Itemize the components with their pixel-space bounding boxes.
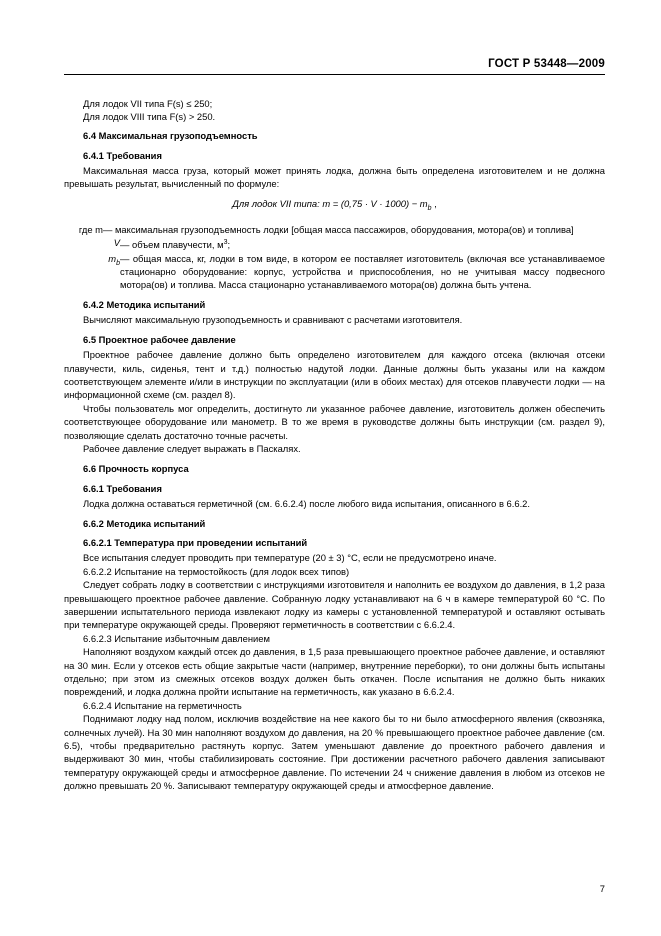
section-heading-6-4: 6.4 Максимальная грузоподъемность	[83, 129, 258, 141]
paragraph-6-6-2-4: Поднимают лодку над полом, исключив воздействие на нее какого бы то ни было атмосферного явления (сквозняка, солнечных лучей). На 30 мин наполняют воздухом до давления, на 20 % превышающего проектное рабочее давление (см. 6.5), чтобы предварительно растянуть корпус. Затем уменьшают давление до проектного рабочего давления и выдерживают 30 мин, чтобы стабилизировать состояние. При достижении расчетного рабочего давления записывают температуру окружающей среды и атмосферное давление. По истечении 24 ч снижение давления в любом из отсеков не должно превышать 20 %. Записывают температуру окружающей среды и атмосферное давление.	[64, 713, 605, 792]
definition-row-m	[64, 223, 605, 236]
definition-row-v	[64, 236, 605, 252]
section-heading-6-6-2-1: 6.6.2.1 Температура при проведении испытаний	[83, 537, 308, 549]
section-heading-6-5: 6.5 Проектное рабочее давление	[83, 334, 236, 346]
section-heading-6-6: 6.6 Прочность корпуса	[83, 462, 189, 474]
section-heading-6-6-2: 6.6.2 Методика испытаний	[83, 517, 206, 529]
definition-row-mb	[64, 252, 605, 292]
definition-desc-mb: — общая масса, кг, лодки в том виде, в котором ее поставляет изготовитель (включая все устанавливаемое стационарно оборудование: корпус, устройства и приспособления, но не учитывая массу подвесного мотора(ов) и топлива. Масса стационарно устанавливаемого мотора(ов) должна быть учтена.	[120, 252, 605, 291]
formula-max-load	[64, 197, 605, 215]
paragraph-6-6-2-3: Наполняют воздухом каждый отсек до давления, в 1,5 раза превышающего проектное рабочее давление, и оставляют на 30 мин. Если у отсеков есть общие закрытые части (например, внутренние переборки), то они должны быть испытаны отдельно; при этом из смежных отсеков воздух должен быть откачен. После испытания не должно быть никаких повреждений, и лодка должна пройти испытание на герметичность, как указано в 6.6.2.4.	[64, 646, 605, 698]
page-number: 7	[599, 883, 605, 894]
definition-list	[64, 223, 605, 292]
section-heading-6-6-1: 6.6.1 Требования	[83, 482, 162, 494]
definition-desc-v: — объем плавучести, $м^3$;	[120, 239, 231, 251]
paragraph-6-4-1: Максимальная масса груза, который может принять лодка, должна быть определена изготовителем и не должна превышать результат, вычисленный по формуле:	[64, 164, 605, 190]
formula-text: Для лодок VII типа: m = (0,75 · V · 1000) − m	[232, 198, 428, 210]
paragraph-6-6-2-2: Следует собрать лодку в соответствии с инструкциями изготовителя и наполнить ее воздухом до давления, в 1,2 раза превышающего проектное рабочее давление. Собранную лодку устанавливают на 6 ч в камере температурой 60 °С. По завершении испытательного периода извлекают лодку из камеры с установленной температурой и оставляют остывать при температуре окружающей среды. Проверяют герметичность в соответствии с 6.6.2.4.	[64, 579, 605, 631]
paragraph-6-4-2: Вычисляют максимальную грузоподъемность и сравнивают с расчетами изготовителя.	[83, 314, 463, 326]
paragraph-6-6-1: Лодка должна оставаться герметичной (см. 6.6.2.4) после любого вида испытания, описанного в 6.6.2.	[83, 497, 531, 509]
paragraph-6-5-1: Проектное рабочее давление должно быть определено изготовителем для каждого отсека (включая отсеки плавучести, киль, сиденья, тент и т.д.) полностью надутой лодки. Данные должны быть указаны или на каждом соответствующем элементе и/или в инструкции по эксплуатации (или в обоих местах) для отсеков плавучести лодки — на информационной схеме (см. раздел 8).	[64, 349, 605, 401]
paragraph-6-5-3: Рабочее давление следует выражать в Паскалях.	[83, 442, 301, 454]
where-label: где m	[78, 223, 103, 235]
formula-tail: ,	[431, 198, 437, 210]
intro-line-1: Для лодок VII типа F(s) ≤ 250;	[83, 98, 213, 109]
formula-subscript: b	[427, 205, 432, 213]
paragraph-6-6-2-1: Все испытания следует проводить при температуре (20 ± 3) °С, если не предусмотрено иначе.	[83, 552, 497, 564]
definition-term-mb: $m_b$	[108, 252, 120, 267]
page-header: ГОСТ Р 53448—2009	[64, 58, 605, 75]
section-heading-6-6-2-2: 6.6.2.2 Испытание на термостойкость (для лодок всех типов)	[83, 565, 350, 577]
document-body	[64, 97, 605, 793]
definition-term-v: V	[113, 237, 120, 249]
section-heading-6-4-1: 6.4.1 Требования	[83, 149, 162, 161]
paragraph-6-5-2: Чтобы пользователь мог определить, достигнуто ли указанное рабочее давление, изготовитель должен обеспечить соответствующее оборудование или манометр. В то же время в руководстве должны быть инструкции (см. раздел 9), позволяющие сделать достаточно точные расчеты.	[64, 402, 605, 441]
section-heading-6-6-2-3: 6.6.2.3 Испытание избыточным давлением	[83, 632, 270, 644]
section-heading-6-6-2-4: 6.6.2.4 Испытание на герметичность	[83, 699, 242, 711]
section-heading-6-4-2: 6.4.2 Методика испытаний	[83, 299, 206, 311]
definition-desc-m: — максимальная грузоподъемность лодки [общая масса пассажиров, оборудования, мотора(ов) и топлива]	[103, 223, 574, 235]
intro-line-2: Для лодок VIII типа F(s) > 250.	[83, 111, 216, 123]
